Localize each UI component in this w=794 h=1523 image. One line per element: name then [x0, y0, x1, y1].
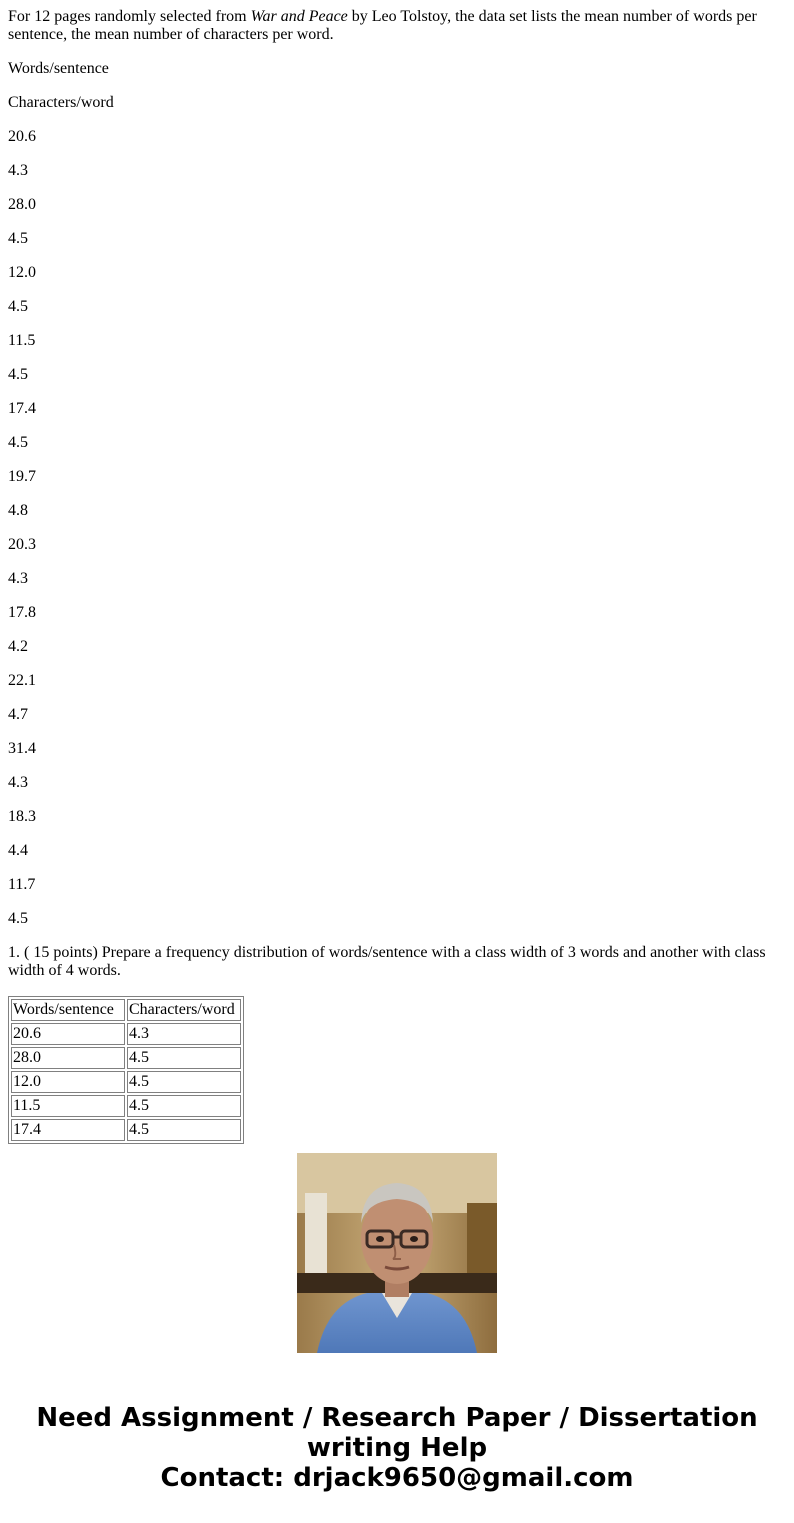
data-value-chars: 4.7: [8, 706, 28, 723]
data-value-words: 17.4: [8, 400, 36, 417]
book-title: War and Peace: [250, 8, 348, 25]
data-value-words: 19.7: [8, 468, 36, 485]
avatar-photo: [297, 1153, 497, 1353]
words-sentence-heading: Words/sentence: [8, 60, 109, 77]
data-value-chars: 4.3: [8, 774, 28, 791]
intro-paragraph: [8, 8, 786, 44]
promo-section: [0, 1153, 794, 1523]
table-header-words: Words/sentence: [11, 999, 125, 1021]
promo-contact: Contact: drjack9650@gmail.com: [160, 1463, 634, 1493]
table-cell-words: 20.6: [11, 1023, 125, 1045]
table-cell-chars: 4.5: [127, 1071, 241, 1093]
intro-text-before: For 12 pages randomly selected from: [8, 8, 251, 25]
table-cell-chars: 4.5: [127, 1119, 241, 1141]
table-cell-words: 12.0: [11, 1071, 125, 1093]
question-text: 1. ( 15 points) Prepare a frequency distribution of words/sentence with a class width of 3 words and another with class width of 4 words.: [8, 944, 766, 979]
table-cell-chars: 4.5: [127, 1047, 241, 1069]
data-value-chars: 4.8: [8, 502, 28, 519]
table-row: [11, 1095, 241, 1117]
promo-line-2: writing Help: [306, 1433, 488, 1463]
data-value-words: 20.6: [8, 128, 36, 145]
data-value-words: 12.0: [8, 264, 36, 281]
table-row: [11, 1023, 241, 1045]
data-value-chars: 4.3: [8, 162, 28, 179]
promo-text: [0, 1403, 794, 1493]
data-value-words: 17.8: [8, 604, 36, 621]
table-cell-words: 11.5: [11, 1095, 125, 1117]
table-cell-chars: 4.3: [127, 1023, 241, 1045]
table-cell-words: 28.0: [11, 1047, 125, 1069]
data-value-words: 18.3: [8, 808, 36, 825]
data-value-list: [8, 128, 786, 928]
table-cell-chars: 4.5: [127, 1095, 241, 1117]
table-cell-words: 17.4: [11, 1119, 125, 1141]
data-value-chars: 4.2: [8, 638, 28, 655]
data-value-chars: 4.5: [8, 434, 28, 451]
characters-word-heading: Characters/word: [8, 94, 114, 111]
table-header-row: [11, 999, 241, 1021]
data-value-words: 11.5: [8, 332, 36, 349]
table-row: [11, 1119, 241, 1141]
data-value-words: 11.7: [8, 876, 36, 893]
data-value-chars: 4.4: [8, 842, 28, 859]
data-value-words: 22.1: [8, 672, 36, 689]
intro-text-after: by Leo Tolstoy, the data set lists the mean number of words per sentence, the mean number of characters per word.: [8, 8, 757, 43]
data-value-chars: 4.5: [8, 910, 28, 927]
data-value-words: 20.3: [8, 536, 36, 553]
table-header-chars: Characters/word: [127, 999, 241, 1021]
data-value-chars: 4.5: [8, 230, 28, 247]
table-row: [11, 1071, 241, 1093]
avatar: [297, 1153, 497, 1353]
data-value-words: 31.4: [8, 740, 36, 757]
table-row: [11, 1047, 241, 1069]
document-content: [8, 8, 786, 1138]
data-value-words: 28.0: [8, 196, 36, 213]
data-table: [8, 996, 244, 1144]
data-value-chars: 4.3: [8, 570, 28, 587]
data-value-chars: 4.5: [8, 298, 28, 315]
promo-line-1: Need Assignment / Research Paper / Dissertation: [36, 1403, 758, 1433]
data-value-chars: 4.5: [8, 366, 28, 383]
